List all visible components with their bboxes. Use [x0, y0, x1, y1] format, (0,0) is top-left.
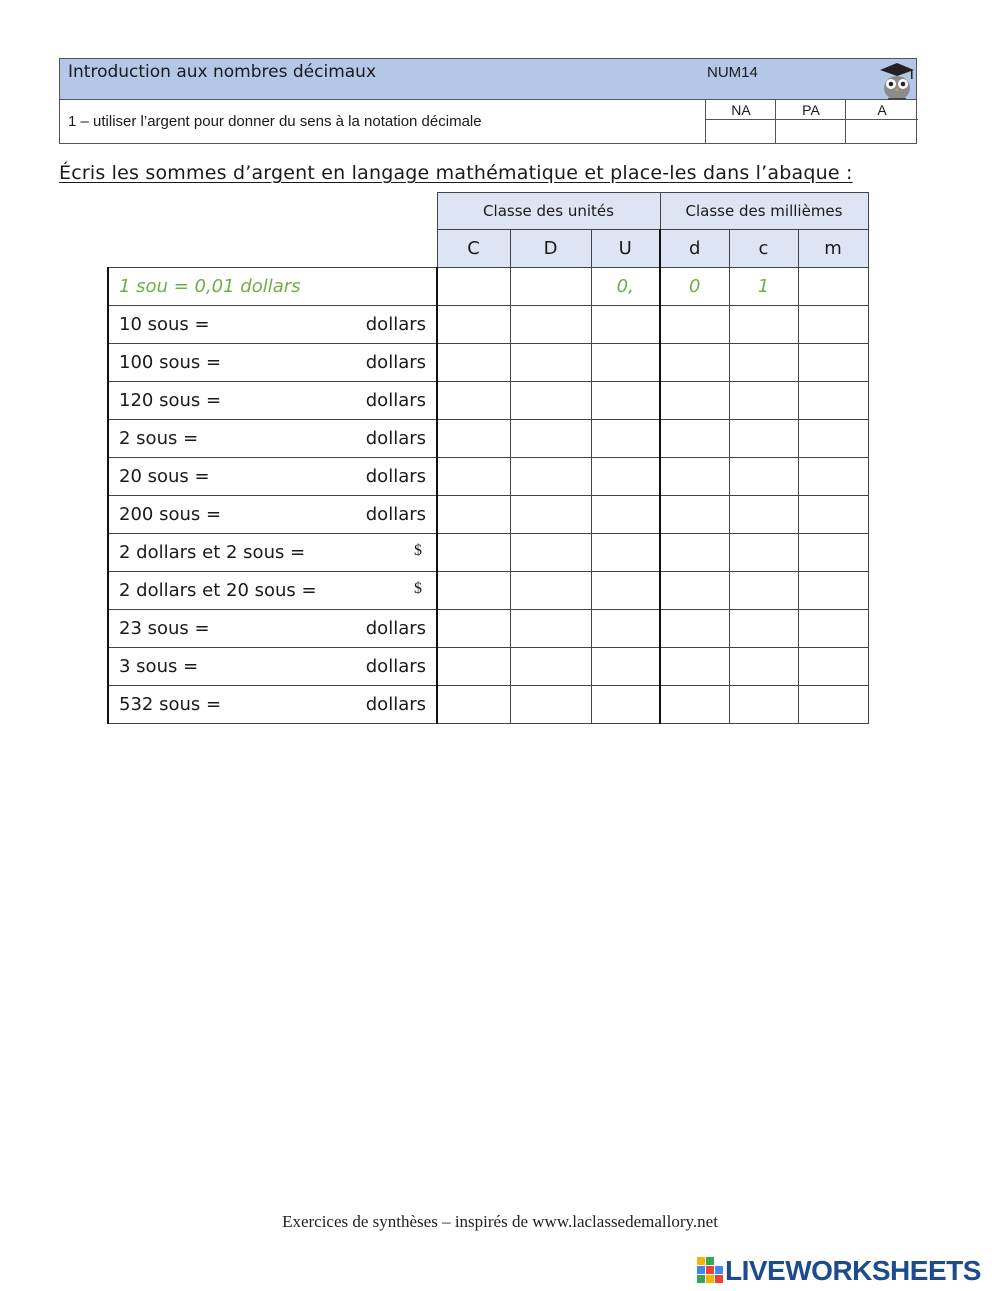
answer-cell-dixiemes[interactable] — [660, 685, 729, 723]
worksheet-title: Introduction aux nombres décimaux — [68, 62, 377, 82]
answer-cell-d[interactable] — [510, 571, 591, 609]
answer-cell-dixiemes[interactable] — [660, 495, 729, 533]
answer-cell-c[interactable] — [437, 609, 510, 647]
liveworksheets-logo-icon — [697, 1257, 723, 1285]
answer-cell-centiemes[interactable] — [729, 685, 798, 723]
answer-cell-centiemes[interactable] — [729, 457, 798, 495]
col-header-d: D — [510, 230, 591, 268]
answer-cell-u[interactable] — [591, 609, 660, 647]
answer-cell-u[interactable] — [591, 495, 660, 533]
footer-credit: Exercices de synthèses – inspirés de www.laclassedemallory.net — [282, 1212, 718, 1231]
worksheet-header — [59, 58, 917, 144]
answer-cell-milliemes[interactable] — [798, 305, 868, 343]
answer-cell-dixiemes[interactable] — [660, 419, 729, 457]
answer-cell-milliemes[interactable] — [798, 419, 868, 457]
answer-cell-d[interactable] — [510, 609, 591, 647]
exercise-expression: 2 dollars et 2 sous = — [119, 541, 306, 563]
answer-cell-milliemes[interactable] — [798, 647, 868, 685]
col-header-centiemes: c — [729, 230, 798, 268]
learning-objective: 1 – utiliser l’argent pour donner du sens à la notation décimale — [68, 113, 482, 130]
exercise-label — [108, 305, 437, 343]
answer-cell-milliemes[interactable] — [798, 533, 868, 571]
header-title-bar — [60, 59, 916, 100]
exercise-unit: dollars — [365, 655, 426, 677]
exercise-label — [108, 457, 437, 495]
answer-cell-dixiemes[interactable] — [660, 647, 729, 685]
answer-cell-c[interactable] — [437, 533, 510, 571]
abacus-table — [107, 192, 869, 724]
answer-cell-milliemes[interactable] — [798, 685, 868, 723]
exercise-label — [108, 571, 437, 609]
answer-cell-c[interactable] — [437, 685, 510, 723]
answer-cell-d[interactable] — [510, 305, 591, 343]
exercise-expression: 3 sous = — [119, 655, 199, 677]
answer-cell-milliemes[interactable] — [798, 609, 868, 647]
answer-cell-centiemes[interactable] — [729, 609, 798, 647]
exercise-label — [108, 495, 437, 533]
exercise-label — [108, 533, 437, 571]
answer-cell-centiemes[interactable] — [729, 571, 798, 609]
exercise-row — [108, 647, 868, 685]
answer-cell-centiemes[interactable] — [729, 343, 798, 381]
exercise-label — [108, 685, 437, 723]
example-cell-milliemes — [798, 267, 868, 305]
answer-cell-dixiemes[interactable] — [660, 381, 729, 419]
answer-cell-d[interactable] — [510, 533, 591, 571]
abacus-corner — [108, 193, 437, 230]
exercise-label — [108, 419, 437, 457]
answer-cell-c[interactable] — [437, 571, 510, 609]
answer-cell-c[interactable] — [437, 457, 510, 495]
abacus-column-row — [108, 230, 868, 268]
answer-cell-centiemes[interactable] — [729, 305, 798, 343]
col-header-milliemes: m — [798, 230, 868, 268]
answer-cell-d[interactable] — [510, 647, 591, 685]
answer-cell-c[interactable] — [437, 495, 510, 533]
exercise-expression: 200 sous = — [119, 503, 222, 525]
col-header-dixiemes: d — [660, 230, 729, 268]
answer-cell-u[interactable] — [591, 571, 660, 609]
answer-cell-u[interactable] — [591, 419, 660, 457]
eval-label-pa: PA — [776, 100, 846, 120]
answer-cell-d[interactable] — [510, 419, 591, 457]
exercise-row — [108, 685, 868, 723]
exercise-row — [108, 495, 868, 533]
answer-cell-centiemes[interactable] — [729, 381, 798, 419]
answer-cell-u[interactable] — [591, 647, 660, 685]
exercise-label — [108, 647, 437, 685]
exercise-unit: dollars — [365, 617, 426, 639]
answer-cell-u[interactable] — [591, 381, 660, 419]
exercise-row — [108, 609, 868, 647]
answer-cell-milliemes[interactable] — [798, 343, 868, 381]
class-thousandths-header: Classe des millièmes — [660, 193, 868, 230]
exercise-row — [108, 533, 868, 571]
exercise-label — [108, 381, 437, 419]
example-cell-u: 0, — [591, 267, 660, 305]
example-cell-c — [437, 267, 510, 305]
eval-divider — [845, 100, 846, 144]
exercise-unit: $ — [414, 541, 422, 559]
answer-cell-d[interactable] — [510, 495, 591, 533]
exercise-label — [108, 609, 437, 647]
exercise-unit: dollars — [365, 313, 426, 335]
exercise-row — [108, 343, 868, 381]
evaluation-grid — [705, 100, 917, 144]
exercise-unit: dollars — [365, 351, 426, 373]
answer-cell-u[interactable] — [591, 305, 660, 343]
liveworksheets-brand — [697, 1255, 981, 1287]
brand-name: LIVEWORKSHEETS — [725, 1255, 981, 1286]
answer-cell-centiemes[interactable] — [729, 533, 798, 571]
class-units-header: Classe des unités — [437, 193, 660, 230]
example-label: 1 sou = 0,01 dollars — [108, 267, 437, 305]
answer-cell-dixiemes[interactable] — [660, 533, 729, 571]
example-cell-centiemes: 1 — [729, 267, 798, 305]
answer-cell-dixiemes[interactable] — [660, 343, 729, 381]
answer-cell-milliemes[interactable] — [798, 457, 868, 495]
exercise-unit: dollars — [365, 465, 426, 487]
exercise-rows — [108, 305, 868, 723]
graduate-owl-icon — [878, 61, 916, 101]
answer-cell-c[interactable] — [437, 305, 510, 343]
example-row — [108, 267, 868, 305]
eval-label-a: A — [846, 100, 918, 120]
answer-cell-u[interactable] — [591, 685, 660, 723]
exercise-unit: dollars — [365, 427, 426, 449]
eval-box-pa[interactable] — [776, 120, 846, 144]
exercise-expression: 532 sous = — [119, 693, 222, 715]
eval-label-na: NA — [706, 100, 776, 120]
eval-box-a[interactable] — [846, 120, 918, 144]
eval-box-na[interactable] — [706, 120, 776, 144]
col-header-c: C — [437, 230, 510, 268]
example-cell-dixiemes: 0 — [660, 267, 729, 305]
exercise-unit: dollars — [365, 503, 426, 525]
answer-cell-c[interactable] — [437, 381, 510, 419]
eval-divider — [775, 100, 776, 144]
answer-cell-milliemes[interactable] — [798, 381, 868, 419]
answer-cell-u[interactable] — [591, 533, 660, 571]
answer-cell-c[interactable] — [437, 343, 510, 381]
exercise-row — [108, 305, 868, 343]
answer-cell-u[interactable] — [591, 457, 660, 495]
answer-cell-d[interactable] — [510, 343, 591, 381]
exercise-unit: dollars — [365, 389, 426, 411]
answer-cell-centiemes[interactable] — [729, 495, 798, 533]
abacus-corner — [108, 230, 437, 268]
exercise-unit: $ — [414, 579, 422, 597]
exercise-expression: 20 sous = — [119, 465, 210, 487]
exercise-label — [108, 343, 437, 381]
answer-cell-centiemes[interactable] — [729, 647, 798, 685]
answer-cell-dixiemes[interactable] — [660, 609, 729, 647]
exercise-expression: 100 sous = — [119, 351, 222, 373]
answer-cell-d[interactable] — [510, 381, 591, 419]
answer-cell-dixiemes[interactable] — [660, 571, 729, 609]
exercise-row — [108, 457, 868, 495]
exercise-row — [108, 381, 868, 419]
abacus-class-row — [108, 193, 868, 230]
answer-cell-centiemes[interactable] — [729, 419, 798, 457]
answer-cell-dixiemes[interactable] — [660, 305, 729, 343]
exercise-expression: 120 sous = — [119, 389, 222, 411]
answer-cell-dixiemes[interactable] — [660, 457, 729, 495]
exercise-expression: 10 sous = — [119, 313, 210, 335]
answer-cell-d[interactable] — [510, 685, 591, 723]
exercise-expression: 2 dollars et 20 sous = — [119, 579, 317, 601]
answer-cell-milliemes[interactable] — [798, 571, 868, 609]
answer-cell-c[interactable] — [437, 419, 510, 457]
worksheet-code: NUM14 — [707, 64, 758, 81]
example-cell-d — [510, 267, 591, 305]
col-header-u: U — [591, 230, 660, 268]
exercise-expression: 2 sous = — [119, 427, 199, 449]
answer-cell-u[interactable] — [591, 343, 660, 381]
instruction-text: Écris les sommes d’argent en langage mathématique et place-les dans l’abaque : — [59, 162, 853, 184]
exercise-row — [108, 419, 868, 457]
answer-cell-c[interactable] — [437, 647, 510, 685]
exercise-expression: 23 sous = — [119, 617, 210, 639]
exercise-row — [108, 571, 868, 609]
answer-cell-milliemes[interactable] — [798, 495, 868, 533]
exercise-unit: dollars — [365, 693, 426, 715]
answer-cell-d[interactable] — [510, 457, 591, 495]
